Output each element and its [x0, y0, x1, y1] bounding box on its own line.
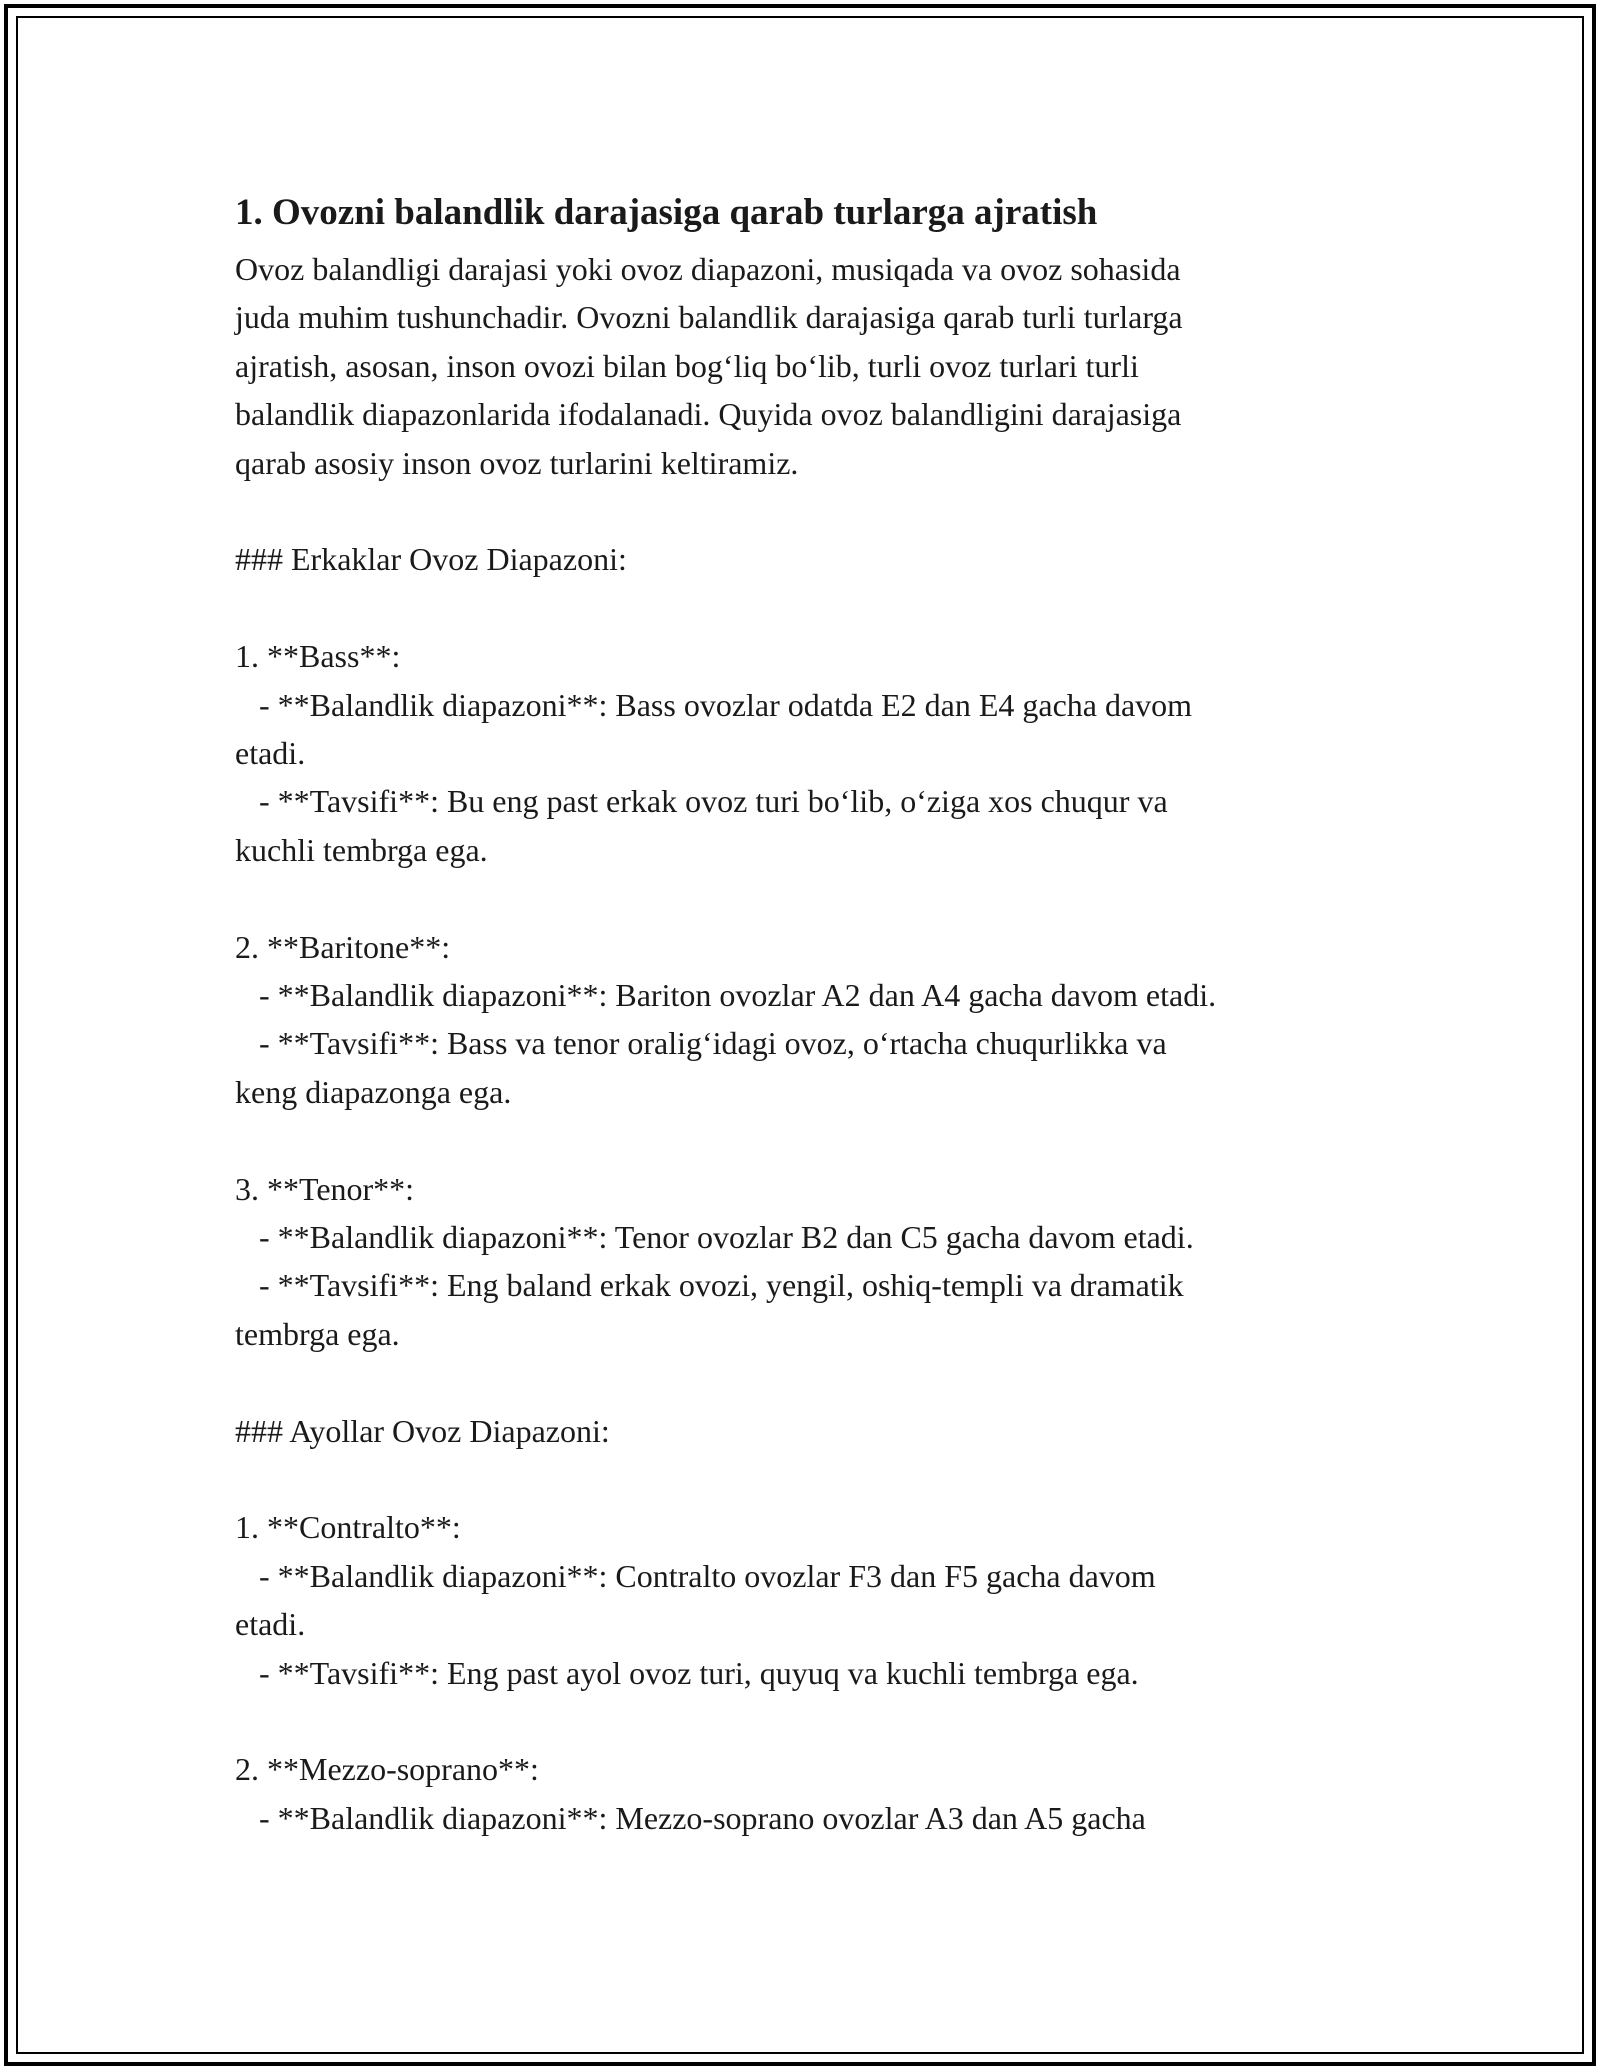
bass-description: - **Tavsifi**: Bu eng past erkak ovoz turi bo‘lib, o‘ziga xos chuqur va — [235, 783, 1168, 820]
list-item-mezzo-soprano — [235, 1745, 1385, 1842]
mezzo-title: 2. **Mezzo-soprano**: — [235, 1751, 539, 1788]
baritone-title: 2. **Baritone**: — [235, 928, 451, 965]
bass-title: 1. **Bass**: — [235, 638, 401, 675]
contralto-range: - **Balandlik diapazoni**: Contralto ovozlar F3 dan F5 gacha davom — [235, 1557, 1156, 1594]
bass-range: - **Balandlik diapazoni**: Bass ovozlar odatda E2 dan E4 gacha davom — [235, 686, 1193, 723]
document-body — [235, 185, 1385, 1842]
document-title: 1. Ovozni balandlik darajasiga qarab turlarga ajratish — [235, 192, 1098, 233]
spacer — [235, 1455, 1385, 1503]
intro-line: Ovoz balandligi darajasi yoki ovoz diapazoni, musiqada va ovoz sohasida — [235, 251, 1181, 287]
baritone-description: - **Tavsifi**: Bass va tenor oralig‘idagi ovoz, o‘rtacha chuqurlikka va — [235, 1025, 1167, 1062]
list-item-contralto — [235, 1503, 1385, 1697]
men-section-heading: ### Erkaklar Ovoz Diapazoni: — [235, 541, 627, 578]
bass-range-cont: etadi. — [235, 735, 306, 772]
spacer — [235, 1358, 1385, 1406]
mezzo-range: - **Balandlik diapazoni**: Mezzo-soprano ovozlar A3 dan A5 gacha — [235, 1799, 1146, 1836]
contralto-description: - **Tavsifi**: Eng past ayol ovoz turi, quyuq va kuchli tembrga ega. — [235, 1654, 1139, 1691]
list-item-tenor — [235, 1165, 1385, 1359]
baritone-description-cont: keng diapazonga ega. — [235, 1073, 512, 1110]
tenor-title: 3. **Tenor**: — [235, 1170, 415, 1207]
intro-paragraph — [235, 245, 1385, 487]
intro-line: balandlik diapazonlarida ifodalanadi. Quyida ovoz balandligini darajasiga — [235, 396, 1182, 433]
contralto-title: 1. **Contralto**: — [235, 1509, 461, 1546]
spacer — [235, 874, 1385, 922]
bass-description-cont: kuchli tembrga ega. — [235, 831, 488, 868]
contralto-range-cont: etadi. — [235, 1606, 306, 1643]
intro-line: qarab asosiy inson ovoz turlarini keltiramiz. — [235, 444, 799, 481]
women-section-heading: ### Ayollar Ovoz Diapazoni: — [235, 1412, 610, 1449]
tenor-range: - **Balandlik diapazoni**: Tenor ovozlar B2 dan C5 gacha davom etadi. — [235, 1219, 1194, 1256]
intro-line: ajratish, asosan, inson ovozi bilan bog‘liq bo‘lib, turli ovoz turlari turli — [235, 347, 1139, 384]
spacer — [235, 1697, 1385, 1745]
list-item-bass — [235, 632, 1385, 874]
spacer — [235, 584, 1385, 632]
intro-line: juda muhim tushunchadir. Ovozni balandlik darajasiga qarab turli turlarga — [235, 299, 1183, 336]
tenor-description-cont: tembrga ega. — [235, 1315, 400, 1352]
spacer — [235, 1116, 1385, 1164]
spacer — [235, 487, 1385, 535]
list-item-baritone — [235, 923, 1385, 1117]
tenor-description: - **Tavsifi**: Eng baland erkak ovozi, yengil, oshiq-templi va dramatik — [235, 1267, 1184, 1304]
baritone-range: - **Balandlik diapazoni**: Bariton ovozlar A2 dan A4 gacha davom etadi. — [235, 977, 1217, 1014]
